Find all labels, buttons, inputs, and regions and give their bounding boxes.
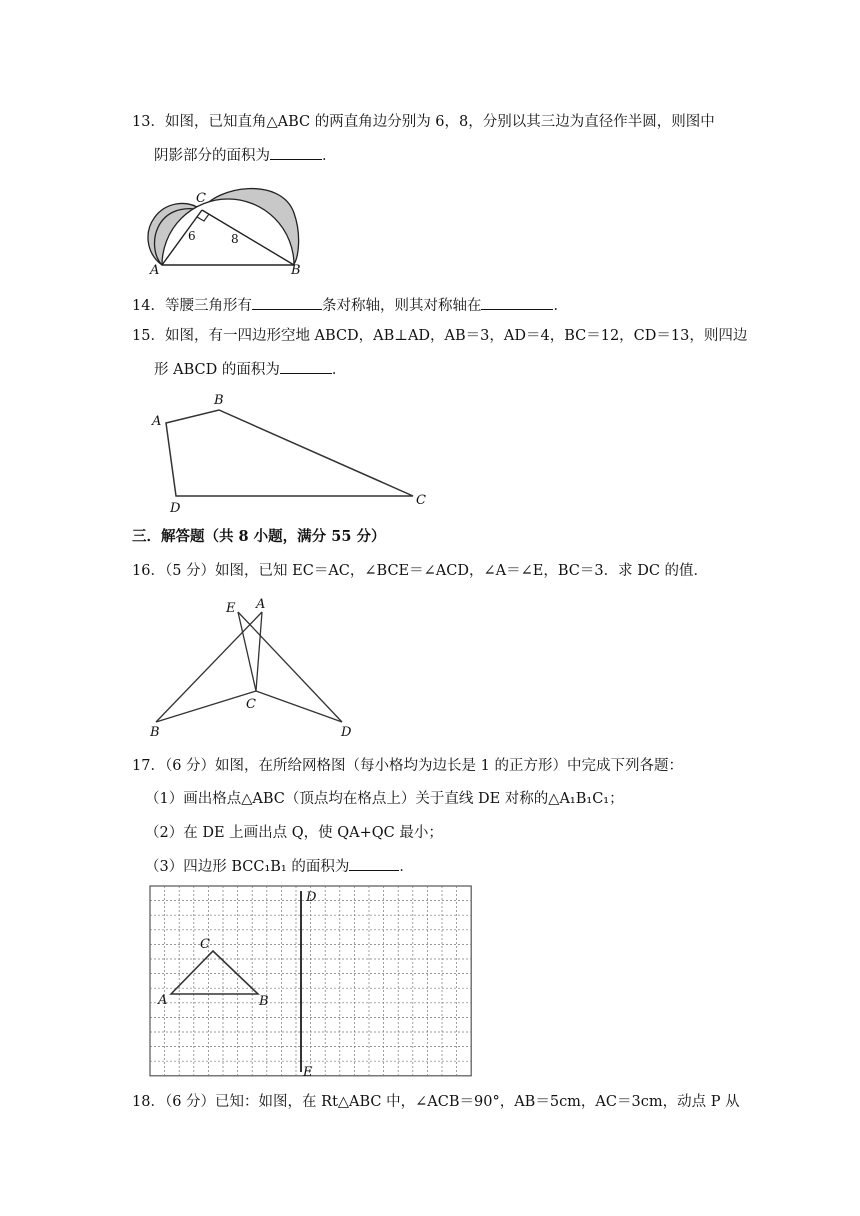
q15-label-a: A <box>152 414 162 429</box>
q15-label-d: D <box>170 501 181 515</box>
q16-label-b: B <box>150 725 160 739</box>
q18-line <box>132 1092 740 1112</box>
q13-answer-blank <box>270 145 322 160</box>
q15-quadrilateral <box>166 410 413 496</box>
q15-text-line2: 形 ABCD 的面积为 <box>154 362 280 378</box>
q15-line1 <box>132 326 747 346</box>
q14-blank-1 <box>252 295 322 310</box>
q16-number: 16． <box>132 563 165 579</box>
q16-label-a: A <box>256 597 266 612</box>
q15-label-c: C <box>416 493 426 508</box>
q13-label-c: C <box>196 191 206 206</box>
q17-line <box>132 756 683 776</box>
q14-line <box>132 295 568 316</box>
q16-text: （5 分）如图，已知 EC＝AC，∠BCE＝∠ACD，∠A＝∠E，BC＝3．求 DC 的值． <box>164 563 709 579</box>
q17-sub1: （1）画出格点△ABC（顶点均在格点上）关于直线 DE 对称的△A₁B₁C₁； <box>145 791 624 807</box>
q15-label-b: B <box>214 393 224 408</box>
q14-text-a: 等腰三角形有 <box>164 298 252 314</box>
q17-label-a: A <box>158 993 168 1008</box>
q17-number: 17． <box>132 758 165 774</box>
q17-label-e: E <box>303 1065 313 1080</box>
q17-answer-blank <box>349 856 399 871</box>
q13-label-b: B <box>291 263 301 276</box>
q13-label-6: 6 <box>188 229 196 243</box>
q14-blank-2 <box>481 295 553 310</box>
q18-number: 18． <box>132 1094 165 1110</box>
q15-end: ． <box>331 362 347 378</box>
q13-end: ． <box>322 148 337 164</box>
q13-text-line2: 阴影部分的面积为 <box>154 148 270 164</box>
q16-label-e: E <box>226 601 236 616</box>
q13-label-a: A <box>150 263 160 276</box>
q17-triangle-abc <box>171 951 258 994</box>
q17-grid-figure <box>148 884 478 1084</box>
q17-sub3-line <box>145 856 414 877</box>
q13-line1 <box>132 112 715 132</box>
q14-end: ． <box>553 298 568 314</box>
q15-text-line1: 如图，有一四边形空地 ABCD，AB⊥AD，AB＝3，AD＝4，BC＝12，CD＝13，则四边 <box>164 328 748 344</box>
q17-text: （6 分）如图，在所给网格图（每小格均为边长是 1 的正方形）中完成下列各题： <box>164 758 683 774</box>
q17-label-b: B <box>259 994 269 1009</box>
q14-number: 14． <box>132 298 165 314</box>
q17-label-c: C <box>200 937 210 952</box>
q16-label-c: C <box>246 697 256 712</box>
section3-title: 三．解答题（共 8 小题，满分 55 分） <box>132 528 386 545</box>
q13-label-8: 8 <box>231 232 239 246</box>
q17-end: ． <box>399 859 414 875</box>
q13-line2 <box>154 145 337 166</box>
q18-text: （6 分）已知：如图，在 Rt△ABC 中，∠ACB＝90°，AB＝5cm，AC＝3cm，动点 P 从 <box>164 1094 740 1110</box>
q15-number: 15． <box>132 328 165 344</box>
q15-line2 <box>154 359 346 380</box>
q17-sub3: （3）四边形 BCC₁B₁ 的面积为 <box>145 859 350 875</box>
q17-grid <box>150 886 471 1076</box>
q16-figure <box>146 594 358 739</box>
q14-text-b: 条对称轴，则其对称轴在 <box>321 298 482 314</box>
q17-sub2: （2）在 DE 上画出点 Q，使 QA+QC 最小； <box>145 825 443 841</box>
q13-number: 13． <box>132 114 165 130</box>
q15-answer-blank <box>280 359 332 374</box>
q15-figure <box>146 390 436 515</box>
q13-text-line1: 如图，已知直角△ABC 的两直角边分别为 6，8，分别以其三边为直径作半圆，则图中 <box>164 114 715 130</box>
q16-line <box>132 561 708 581</box>
q13-figure <box>146 178 316 276</box>
q17-label-d: D <box>306 890 317 905</box>
q16-label-d: D <box>341 725 352 739</box>
